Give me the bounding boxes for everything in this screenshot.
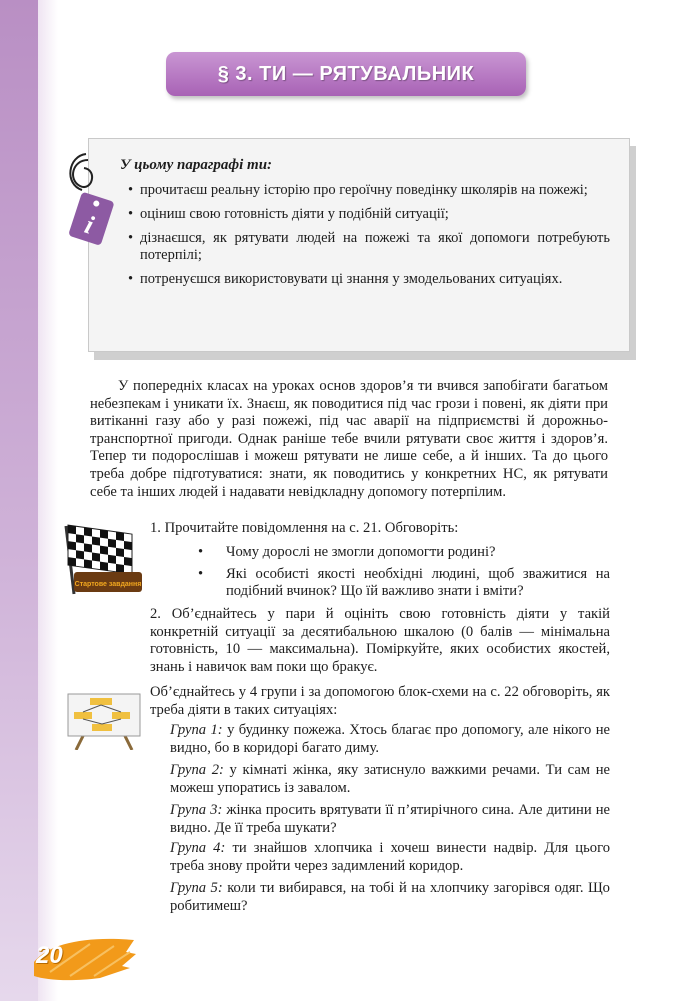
group-item: Група 3: жінка просить врятувати її п’ятирічного сина. Але дитини не видно. Де її треба шукати? <box>170 802 610 836</box>
svg-text:i: i <box>81 210 98 240</box>
goals-list <box>128 182 610 295</box>
bullet: • <box>128 271 134 287</box>
main-paragraph: У попередніх класах на уроках основ здоров’я ти вчився запобігати багатьом небезпекам і уникати їх. Знаєш, як поводитися під час грози і повені, як діяти при витіканні газу або у разі пожежі, під час аварії на підприємстві й дорожньо-транспортної пригоди. Однак раніше тебе вчили рятувати своє життя і здоров’я. Тепер ти подорослішав і можеш рятувати не лише себе, а й інших. Та до цього треба добре підготуватися: знати, як поводитись у конкретних НС, як рятувати себе та інших людей і надавати невідкладну допомогу потерпілим. <box>90 378 608 500</box>
flowchart-board-icon <box>64 690 144 750</box>
task-1: 1. Прочитайте повідомлення на с. 21. Обговоріть: <box>150 520 459 536</box>
left-decorative-strip <box>0 0 38 1001</box>
svg-text:Стартове завдання: Стартове завдання <box>74 581 142 588</box>
bullet: • <box>128 182 134 198</box>
bullet: • <box>198 566 204 582</box>
question-item: • Які особисті якості необхідні людині, щоб зважитися на подібний вчинок? Що їй важливо знати і вміти? <box>198 566 610 599</box>
left-gradient-strip <box>38 0 58 1001</box>
group-item: Група 1: у будинку пожежа. Хтось благає про допомогу, але нікого не видно, бо в коридорі багато диму. <box>170 722 610 756</box>
page-number: 20 <box>36 942 63 969</box>
group-item: Група 5: коли ти вибирався, на тобі й на хлопчику загорівся одяг. Що робитимеш? <box>170 880 610 914</box>
question-item: • Чому дорослі не змогли допомогти родині? <box>198 544 496 560</box>
bullet: • <box>128 206 134 222</box>
info-tag-icon <box>58 150 116 250</box>
goal-item: • оціниш свою готовність діяти у подібній ситуації; <box>128 206 449 222</box>
page-number-badge <box>30 932 140 984</box>
info-intro: У цьому параграфі ти: <box>120 157 273 173</box>
task-2: 2. Об’єднайтесь у пари й оцініть свою готовність діяти у такій конкретній ситуації за десятибальною шкалою (0 балів — мінімальна готовність, 10 — максимальна). Поміркуйте, яких особистих якостей, знань і навичок вам поки що бракує. <box>150 606 610 675</box>
task-3: Об’єднайтесь у 4 групи і за допомогою блок-схеми на с. 22 обговоріть, як треба діяти в таких ситуаціях: <box>150 684 610 718</box>
group-item: Група 4: ти знайшов хлопчика і хочеш винести надвір. Для цього треба знову пройти через задимлений коридор. <box>170 840 610 874</box>
checkered-flag-icon <box>60 522 144 596</box>
bullet: • <box>198 544 204 560</box>
goal-item: • потренуєшся використовувати ці знання у змодельованих ситуаціях. <box>128 271 563 287</box>
section-title-bar <box>166 52 526 96</box>
section-title: § 3. ТИ — РЯТУВАЛЬНИК <box>217 62 475 85</box>
goal-item: • прочитаєш реальну історію про героїчну поведінку школярів на пожежі; <box>128 182 588 198</box>
bullet: • <box>128 230 134 246</box>
group-item: Група 2: у кімнаті жінка, яку затиснуло важкими речами. Ти сам не можеш упоратись із завалом. <box>170 762 610 796</box>
goal-item: • дізнаєшся, як рятувати людей на пожежі та якої допомоги потребують потерпілі; <box>128 230 610 263</box>
